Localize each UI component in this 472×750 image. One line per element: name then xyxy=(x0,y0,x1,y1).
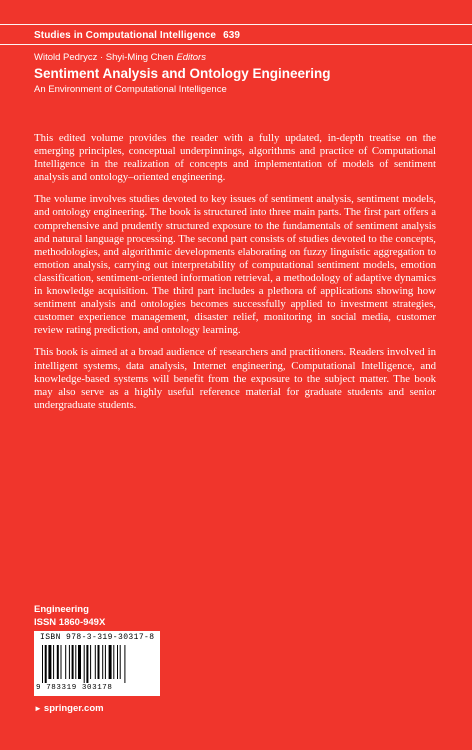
cover-footer xyxy=(34,604,105,628)
editors-names: Witold Pedrycz · Shyi-Ming Chen xyxy=(34,52,174,63)
isbn-text: ISBN 978-3-319-30317-8 xyxy=(40,633,155,642)
blurb xyxy=(34,132,436,421)
publisher-url: springer.com xyxy=(43,703,104,714)
editors-role: Editors xyxy=(176,52,206,63)
blurb-paragraph-1: This edited volume provides the reader with a fully updated, in-depth treatise on the emerging principles, conceptual underpinnings, algorithms and practice of Computational Intelligence in the realization of concepts and implementation of models of sentiment analysis and ontology–oriented engineering. xyxy=(34,132,436,184)
subject-label: Engineering xyxy=(34,604,89,615)
isbn-barcode xyxy=(34,631,160,696)
publisher-link[interactable] xyxy=(34,703,104,714)
barcode-bars xyxy=(42,645,152,683)
series-number: 639 xyxy=(223,30,241,41)
arrow-right-icon: ► xyxy=(34,704,42,713)
blurb-paragraph-3: This book is aimed at a broad audience of researchers and practitioners. Readers involved in intelligent systems, data analysis, Internet engineering, Computational Intelligence, and knowledge-based systems will benefit from the exposure to the subject matter. The book may also serve as a highly useful reference material for graduate students and senior undergraduate students. xyxy=(34,346,436,411)
header-rule xyxy=(0,44,472,45)
editors-line xyxy=(34,52,206,63)
cover-header xyxy=(0,0,472,100)
book-subtitle: An Environment of Computational Intelligence xyxy=(34,84,227,95)
book-title: Sentiment Analysis and Ontology Engineering xyxy=(34,66,331,81)
issn-label: ISSN 1860-949X xyxy=(34,617,106,628)
barcode-digits: 9 783319 303178 xyxy=(36,684,113,692)
blurb-paragraph-2: The volume involves studies devoted to key issues of sentiment analysis, sentiment models, and ontology engineering. The book is structured into three main parts. The first part offers a comprehensive and prudently structured exposure to the fundamentals of sentiment analysis and natural language processing. The second part consists of studies devoted to the concepts, methodologies, and algorithmic developments elaborating on fuzzy linguistic aggregation to emotion analysis, carrying out interpretability of computational sentiment models, emotion classification, sentiment-oriented information retrieval, a methodology of adaptive dynamics in knowledge acquisition. The third part includes a plethora of applications showing how sentiment analysis and ontologies becomes successfully applied to investment strategies, customer experience management, disaster relief, monitoring in social media, customer review rating prediction, and ontology learning. xyxy=(34,193,436,337)
top-rule xyxy=(0,24,472,25)
series-name: Studies in Computational Intelligence xyxy=(34,30,217,41)
series-line xyxy=(34,30,240,41)
